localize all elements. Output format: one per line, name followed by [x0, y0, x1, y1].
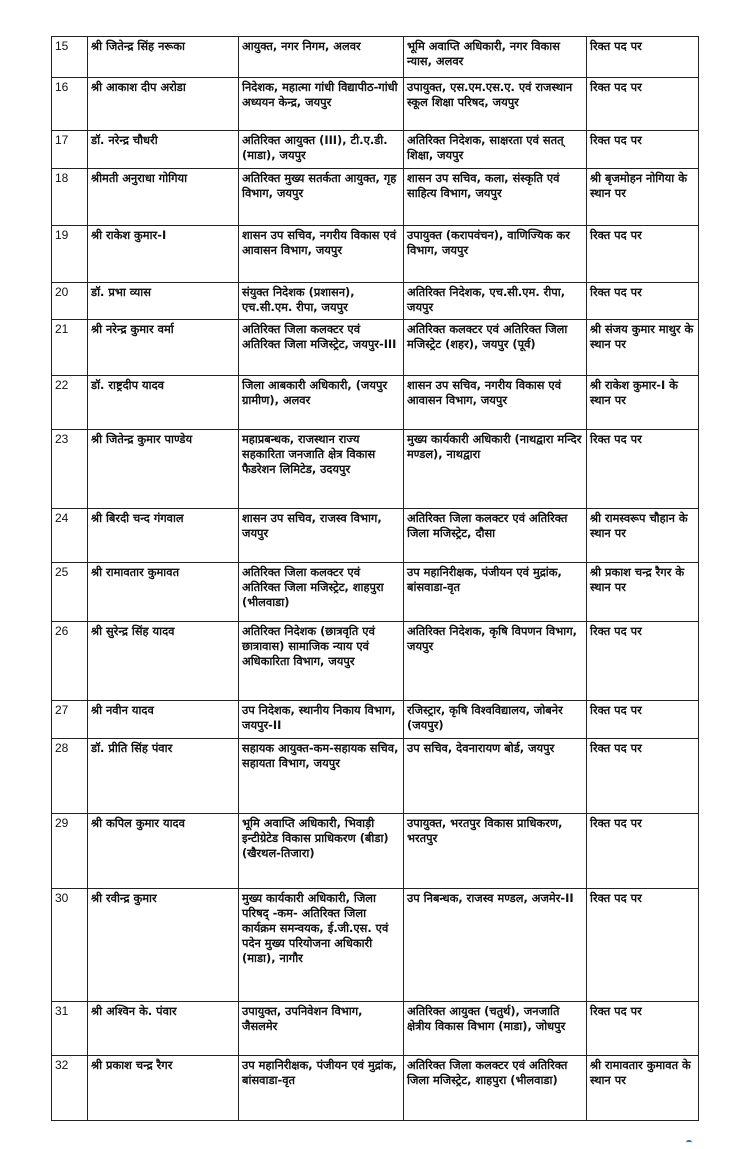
table-row	[52, 169, 699, 226]
remark-cell: रिक्त पद पर	[587, 889, 699, 1002]
new-post-cell: शासन उप सचिव, कला, संस्कृति एवं साहित्य विभाग, जयपुर	[404, 169, 587, 226]
officer-name-cell: श्री नरेन्द्र कुमार वर्मा	[88, 320, 239, 376]
officer-name-cell: श्री बिरदी चन्द गंगवाल	[88, 509, 239, 563]
remark-cell: रिक्त पद पर	[587, 814, 699, 889]
table-row	[52, 37, 699, 78]
serial-number-cell: 17	[52, 131, 88, 169]
current-post-cell: अतिरिक्त मुख्य सतर्कता आयुक्त, गृह विभाग, जयपुर	[239, 169, 404, 226]
officer-name-cell: श्री सुरेन्द्र सिंह यादव	[88, 622, 239, 701]
serial-number-cell: 21	[52, 320, 88, 376]
current-post-cell: आयुक्त, नगर निगम, अलवर	[239, 37, 404, 78]
officer-name-cell: श्रीमती अनुराधा गोगिया	[88, 169, 239, 226]
officer-name-cell: श्री जितेन्द्र कुमार पाण्डेय	[88, 430, 239, 509]
officer-name-cell: डॉ. राष्ट्रदीप यादव	[88, 376, 239, 430]
officer-name-cell: श्री अश्विन के. पंवार	[88, 1002, 239, 1056]
current-post-cell: अतिरिक्त आयुक्त (III), टी.ए.डी. (माडा), जयपुर	[239, 131, 404, 169]
table-row	[52, 739, 699, 814]
table-row	[52, 622, 699, 701]
serial-number-cell: 18	[52, 169, 88, 226]
remark-cell: रिक्त पद पर	[587, 283, 699, 320]
table-row	[52, 320, 699, 376]
officer-name-cell: श्री रवीन्द्र कुमार	[88, 889, 239, 1002]
remark-cell: श्री राकेश कुमार-I के स्थान पर	[587, 376, 699, 430]
new-post-cell: शासन उप सचिव, नगरीय विकास एवं आवासन विभाग, जयपुर	[404, 376, 587, 430]
new-post-cell: उपायुक्त, भरतपुर विकास प्राधिकरण, भरतपुर	[404, 814, 587, 889]
remark-cell: रिक्त पद पर	[587, 131, 699, 169]
remark-cell: रिक्त पद पर	[587, 739, 699, 814]
new-post-cell: अतिरिक्त निदेशक, साक्षरता एवं सतत् शिक्षा, जयपुर	[404, 131, 587, 169]
officer-name-cell: डॉ. प्रभा व्यास	[88, 283, 239, 320]
new-post-cell: रजिस्ट्रार, कृषि विश्वविद्यालय, जोबनेर (जयपुर)	[404, 701, 587, 739]
new-post-cell: उप निबन्धक, राजस्व मण्डल, अजमेर-II	[404, 889, 587, 1002]
remark-cell: रिक्त पद पर	[587, 622, 699, 701]
serial-number-cell: 29	[52, 814, 88, 889]
serial-number-cell: 19	[52, 226, 88, 283]
officer-name-cell: श्री प्रकाश चन्द्र रैगर	[88, 1056, 239, 1121]
table-row	[52, 78, 699, 131]
new-post-cell: मुख्य कार्यकारी अधिकारी (नाथद्वारा मन्दिर मण्डल), नाथद्वारा	[404, 430, 587, 509]
remark-cell: रिक्त पद पर	[587, 1002, 699, 1056]
table-row	[52, 814, 699, 889]
current-post-cell: उप निदेशक, स्थानीय निकाय विभाग, जयपुर-II	[239, 701, 404, 739]
serial-number-cell: 15	[52, 37, 88, 78]
current-post-cell: अतिरिक्त जिला कलक्टर एवं अतिरिक्त जिला मजिस्ट्रेट, जयपुर-III	[239, 320, 404, 376]
current-post-cell: शासन उप सचिव, नगरीय विकास एवं आवासन विभाग, जयपुर	[239, 226, 404, 283]
remark-cell: श्री रामस्वरूप चौहान के स्थान पर	[587, 509, 699, 563]
serial-number-cell: 23	[52, 430, 88, 509]
remark-cell: रिक्त पद पर	[587, 701, 699, 739]
table-row	[52, 131, 699, 169]
officer-name-cell: डॉ. नरेन्द्र चौधरी	[88, 131, 239, 169]
remark-cell: रिक्त पद पर	[587, 430, 699, 509]
new-post-cell: भूमि अवाप्ति अधिकारी, नगर विकास न्यास, अलवर	[404, 37, 587, 78]
new-post-cell: उप सचिव, देवनारायण बोर्ड, जयपुर	[404, 739, 587, 814]
table-row	[52, 509, 699, 563]
table-row	[52, 226, 699, 283]
new-post-cell: अतिरिक्त निदेशक, कृषि विपणन विभाग, जयपुर	[404, 622, 587, 701]
remark-cell: रिक्त पद पर	[587, 226, 699, 283]
serial-number-cell: 24	[52, 509, 88, 563]
table-row	[52, 1002, 699, 1056]
current-post-cell: शासन उप सचिव, राजस्व विभाग, जयपुर	[239, 509, 404, 563]
remark-cell: श्री बृजमोहन नोगिया के स्थान पर	[587, 169, 699, 226]
serial-number-cell: 20	[52, 283, 88, 320]
serial-number-cell: 25	[52, 563, 88, 622]
new-post-cell: उपायुक्त, एस.एम.एस.ए. एवं राजस्थान स्कूल शिक्षा परिषद, जयपुर	[404, 78, 587, 131]
remark-cell: रिक्त पद पर	[587, 37, 699, 78]
corner-mark-icon	[686, 1140, 692, 1145]
table-row	[52, 1056, 699, 1121]
new-post-cell: अतिरिक्त जिला कलक्टर एवं अतिरिक्त जिला मजिस्ट्रेट, दौसा	[404, 509, 587, 563]
new-post-cell: अतिरिक्त निदेशक, एच.सी.एम. रीपा, जयपुर	[404, 283, 587, 320]
officer-name-cell: श्री नवीन यादव	[88, 701, 239, 739]
new-post-cell: अतिरिक्त आयुक्त (चतुर्थ), जनजाति क्षेत्रीय विकास विभाग (माडा), जोधपुर	[404, 1002, 587, 1056]
remark-cell: श्री संजय कुमार माथुर के स्थान पर	[587, 320, 699, 376]
serial-number-cell: 28	[52, 739, 88, 814]
new-post-cell: अतिरिक्त कलक्टर एवं अतिरिक्त जिला मजिस्ट्रेट (शहर), जयपुर (पूर्व)	[404, 320, 587, 376]
serial-number-cell: 26	[52, 622, 88, 701]
table-row	[52, 889, 699, 1002]
serial-number-cell: 16	[52, 78, 88, 131]
serial-number-cell: 22	[52, 376, 88, 430]
current-post-cell: महाप्रबन्धक, राजस्थान राज्य सहकारिता जनजाति क्षेत्र विकास फैडरेशन लिमिटेड, उदयपुर	[239, 430, 404, 509]
current-post-cell: सहायक आयुक्त-कम-सहायक सचिव, सहायता विभाग, जयपुर	[239, 739, 404, 814]
table-row	[52, 563, 699, 622]
current-post-cell: संयुक्त निदेशक (प्रशासन), एच.सी.एम. रीपा, जयपुर	[239, 283, 404, 320]
serial-number-cell: 32	[52, 1056, 88, 1121]
new-post-cell: उप महानिरीक्षक, पंजीयन एवं मुद्रांक, बांसवाडा-वृत	[404, 563, 587, 622]
officer-name-cell: श्री राकेश कुमार-I	[88, 226, 239, 283]
current-post-cell: भूमि अवाप्ति अधिकारी, भिवाड़ी इन्टीग्रेटेड विकास प्राधिकरण (बीडा) (खैरथल-तिजारा)	[239, 814, 404, 889]
officer-name-cell: डॉ. प्रीति सिंह पंवार	[88, 739, 239, 814]
table-row	[52, 376, 699, 430]
remark-cell: श्री प्रकाश चन्द्र रैगर के स्थान पर	[587, 563, 699, 622]
current-post-cell: अतिरिक्त निदेशक (छात्रवृति एवं छात्रावास) सामाजिक न्याय एवं अधिकारिता विभाग, जयपुर	[239, 622, 404, 701]
serial-number-cell: 30	[52, 889, 88, 1002]
officer-name-cell: श्री जितेन्द्र सिंह नरूका	[88, 37, 239, 78]
remark-cell: रिक्त पद पर	[587, 78, 699, 131]
current-post-cell: अतिरिक्त जिला कलक्टर एवं अतिरिक्त जिला मजिस्ट्रेट, शाहपुरा (भीलवाडा)	[239, 563, 404, 622]
table-row	[52, 283, 699, 320]
current-post-cell: मुख्य कार्यकारी अधिकारी, जिला परिषद् -कम- अतिरिक्त जिला कार्यक्रम समन्वयक, ई.जी.एस. एवं पदेन मुख्य परियोजना अधिकारी (माडा), नागौर	[239, 889, 404, 1002]
officer-name-cell: श्री रामावतार कुमावत	[88, 563, 239, 622]
current-post-cell: उपायुक्त, उपनिवेशन विभाग, जैसलमेर	[239, 1002, 404, 1056]
table-row	[52, 430, 699, 509]
serial-number-cell: 31	[52, 1002, 88, 1056]
serial-number-cell: 27	[52, 701, 88, 739]
current-post-cell: जिला आबकारी अधिकारी, (जयपुर ग्रामीण), अलवर	[239, 376, 404, 430]
new-post-cell: अतिरिक्त जिला कलक्टर एवं अतिरिक्त जिला मजिस्ट्रेट, शाहपुरा (भीलवाडा)	[404, 1056, 587, 1121]
table-row	[52, 701, 699, 739]
officer-name-cell: श्री आकाश दीप अरोडा	[88, 78, 239, 131]
table-body	[52, 37, 699, 1121]
current-post-cell: निदेशक, महात्मा गांधी विद्यापीठ-गांधी अध्ययन केन्द्र, जयपुर	[239, 78, 404, 131]
current-post-cell: उप महानिरीक्षक, पंजीयन एवं मुद्रांक, बांसवाडा-वृत	[239, 1056, 404, 1121]
new-post-cell: उपायुक्त (करापवंचन), वाणिज्यिक कर विभाग, जयपुर	[404, 226, 587, 283]
transfer-table	[51, 36, 699, 1121]
officer-name-cell: श्री कपिल कुमार यादव	[88, 814, 239, 889]
remark-cell: श्री रामावतार कुमावत के स्थान पर	[587, 1056, 699, 1121]
